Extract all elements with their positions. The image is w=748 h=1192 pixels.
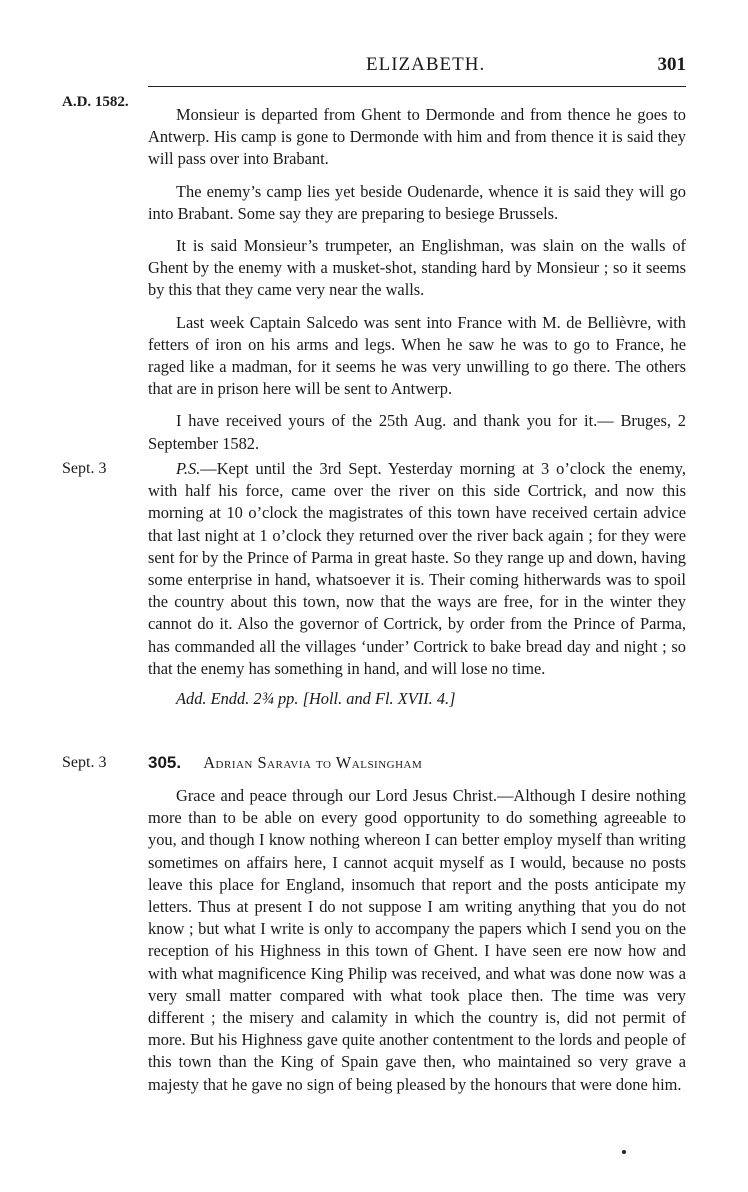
endorsement-line: Add. Endd. 2¾ pp. [Holl. and Fl. XVII. 4.] bbox=[176, 689, 456, 709]
entry-number: 305. bbox=[148, 753, 182, 772]
paragraph: The enemy’s camp lies yet beside Oudenarde, whence it is said they will go into Brabant. Some say they are preparing to besiege Brussels. bbox=[148, 181, 686, 223]
entry-margin-date: Sept. 3 bbox=[62, 754, 107, 771]
postscript-paragraph bbox=[148, 458, 686, 680]
year-marker bbox=[62, 94, 129, 111]
stray-mark bbox=[622, 1150, 626, 1154]
paragraph: Last week Captain Salcedo was sent into France with M. de Bellièvre, with fetters of iron on his arms and legs. When he saw he was to go to France, he raged like a madman, for it seems he was very unwilling to go there. The others that are in prison here will be sent to Antwerp. bbox=[148, 312, 686, 399]
paragraph: It is said Monsieur’s trumpeter, an Englishman, was slain on the walls of Ghent by the enemy with a musket-shot, standing hard by Monsieur ; so it seems by this that they came very near the walls. bbox=[148, 236, 686, 300]
entry-heading bbox=[148, 753, 686, 773]
entry-title: Adrian Saravia to Walsingham bbox=[203, 753, 423, 772]
page-header bbox=[0, 54, 748, 84]
running-head: ELIZABETH. bbox=[366, 54, 486, 75]
page-number: 301 bbox=[657, 54, 686, 75]
postscript-text: —Kept until the 3rd Sept. Yesterday morning at 3 o’clock the enemy, with half his force, came over the river on this side Cortrick, and now this morning at 10 o’clock the magistrates of this town have received certain advice that last night at 1 o’clock they returned over the river back again ; for they were sent for by the Prince of Parma in great haste. So they range up and down, having some enterprise in hand, whatsoever it is. Their coming hitherwards was to spoil the country about this town, now that the ways are free, for in the winter they cannot do it. Also the governor of Cortrick, by order from the Prince of Parma, has commanded all the villages ‘under’ Cortrick to bake bread day and night ; so that the enemy has something in hand, and will lose no time. bbox=[148, 459, 686, 678]
year-era: A.D. bbox=[62, 94, 92, 110]
postscript bbox=[148, 458, 686, 710]
year-value: 1582. bbox=[94, 94, 129, 110]
postscript-margin-date: Sept. 3 bbox=[62, 460, 107, 477]
entry-body bbox=[148, 785, 686, 1106]
entry-paragraph: Grace and peace through our Lord Jesus Christ.—Although I desire nothing more than to be able on every good opportunity to do something agreeable to you, and though I know nothing whereon I can better employ myself than writing sometimes on affairs here, I cannot acquit myself as I would, because no posts leave this place for England, insomuch that report and the posts anticipate my letters. Thus at present I do not suppose I am writing anything that you do not know ; but what I write is only to accompany the papers which I send you on the reception of his Highness in this town of Ghent. I have seen ere now how and with what magnificence King Philip was received, and what was done now was a very small matter compared with what took place then. The time was very different ; the misery and calamity in which the country is, did not permit of more. But his Highness gave quite another contentment to the lords and people of this town than the King of Spain gave then, who maintained so very grave a majesty that he gave no sign of being pleased by the honours that were done him. bbox=[148, 786, 686, 1094]
header-rule bbox=[148, 86, 686, 87]
postscript-label: P.S. bbox=[176, 459, 201, 478]
letter-continuation bbox=[148, 104, 686, 465]
paragraph: Monsieur is departed from Ghent to Dermonde and from thence he goes to Antwerp. His camp is gone to Dermonde with him and from thence it is said they will pass over into Brabant. bbox=[148, 105, 686, 169]
paragraph: I have received yours of the 25th Aug. and thank you for it.— Bruges, 2 September 1582. bbox=[148, 411, 686, 453]
